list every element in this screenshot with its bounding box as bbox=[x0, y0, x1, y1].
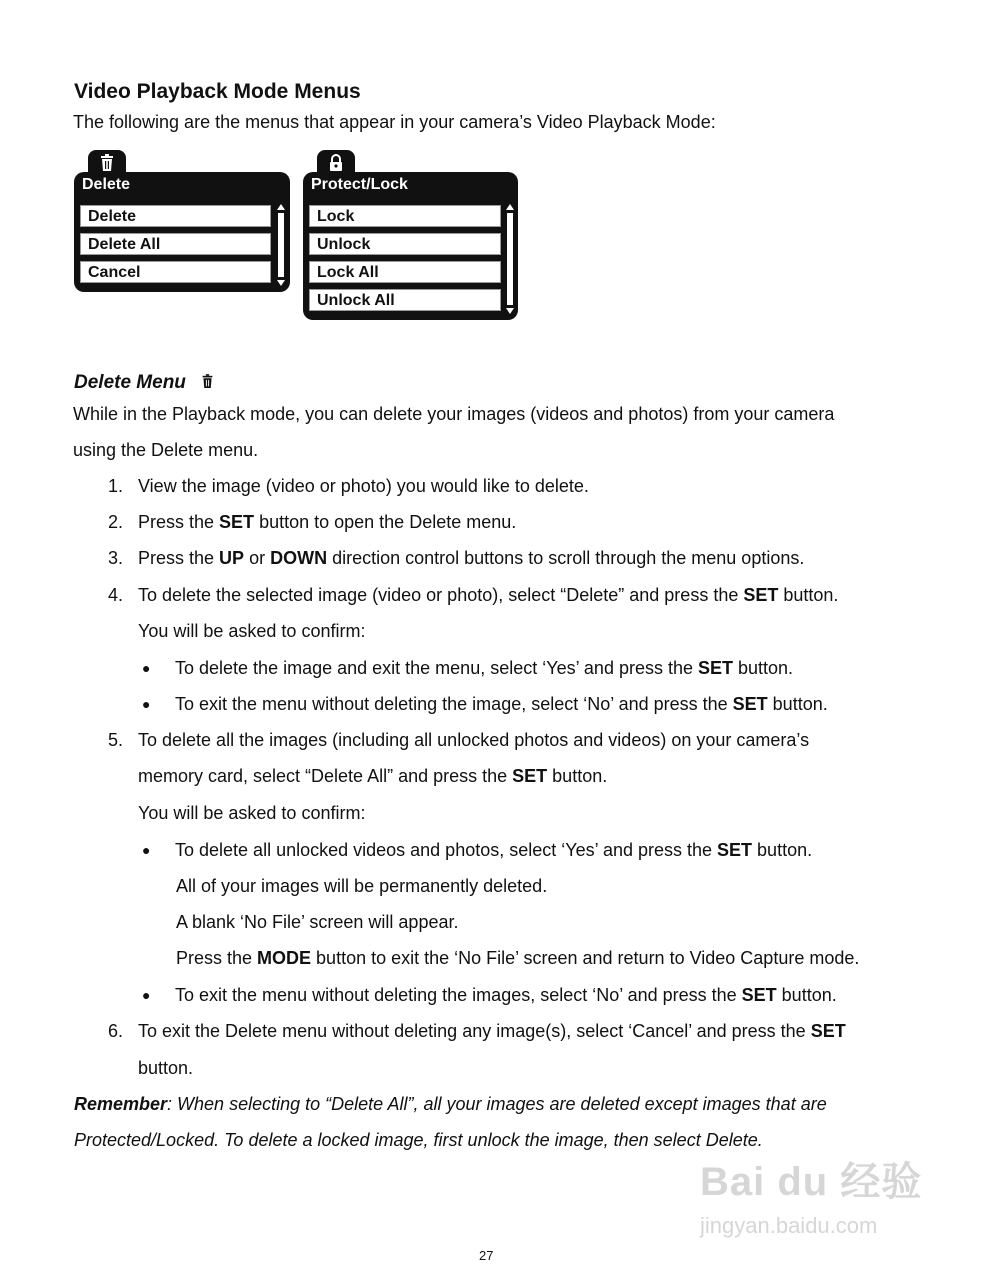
bullet-icon: ● bbox=[142, 660, 151, 676]
bullet-icon: ● bbox=[142, 842, 151, 858]
menu-item-delete: Delete bbox=[79, 204, 272, 228]
menu-header: Protect/Lock bbox=[311, 176, 408, 193]
step-number: 2. bbox=[108, 512, 124, 532]
bullet-text: Press the MODE button to exit the ‘No File’ screen and return to Video Capture mode. bbox=[176, 948, 860, 968]
step-number: 4. bbox=[108, 585, 124, 605]
step-text: memory card, select “Delete All” and press the SET button. bbox=[138, 766, 608, 786]
menu-header: Delete bbox=[82, 176, 131, 193]
remember-note-line2: Protected/Locked. To delete a locked image, first unlock the image, then select Delete. bbox=[74, 1130, 763, 1150]
trash-icon bbox=[201, 374, 214, 389]
page-number: 27 bbox=[479, 1248, 494, 1263]
step-text: To exit the Delete menu without deleting any image(s), select ‘Cancel’ and press the SET bbox=[138, 1021, 846, 1041]
step-text: To delete all the images (including all unlocked photos and videos) on your camera’s bbox=[138, 730, 810, 750]
menu-item-unlock-all: Unlock All bbox=[308, 288, 502, 312]
step-text: To delete the selected image (video or photo), select “Delete” and press the SET button. bbox=[138, 585, 839, 605]
remember-label: Remember bbox=[74, 1094, 168, 1114]
scroll-up-icon bbox=[277, 204, 285, 210]
bullet-text: To exit the menu without deleting the image, select ‘No’ and press the SET button. bbox=[175, 694, 828, 714]
scrollbar bbox=[277, 212, 285, 278]
delete-menu-heading bbox=[74, 372, 214, 394]
remember-note-line1: Remember: When selecting to “Delete All”, all your images are deleted except images that are bbox=[74, 1094, 827, 1114]
delete-intro-line1: While in the Playback mode, you can delete your images (videos and photos) from your camera bbox=[73, 404, 835, 424]
delete-intro-line2: using the Delete menu. bbox=[73, 440, 259, 460]
bullet-text: A blank ‘No File’ screen will appear. bbox=[176, 912, 459, 932]
scroll-down-icon bbox=[277, 280, 285, 286]
scrollbar bbox=[506, 212, 514, 306]
menu-item-unlock: Unlock bbox=[308, 232, 502, 256]
menu-item-delete-all: Delete All bbox=[79, 232, 272, 256]
step-text: You will be asked to confirm: bbox=[138, 803, 366, 823]
step-text: View the image (video or photo) you would like to delete. bbox=[138, 476, 589, 496]
watermark-url: jingyan.baidu.com bbox=[700, 1213, 878, 1238]
step-text: button. bbox=[138, 1058, 194, 1078]
bullet-icon: ● bbox=[142, 696, 151, 712]
step-number: 1. bbox=[108, 476, 124, 496]
watermark bbox=[700, 1150, 922, 1239]
watermark-logo: Bai du 经验 bbox=[700, 1160, 923, 1204]
delete-menu-frame bbox=[74, 172, 290, 292]
bullet-text: All of your images will be permanently deleted. bbox=[176, 876, 548, 896]
scroll-down-icon bbox=[506, 308, 514, 314]
bullet-text: To delete all unlocked videos and photos, select ‘Yes’ and press the SET button. bbox=[175, 840, 813, 860]
step-text: Press the UP or DOWN direction control buttons to scroll through the menu options. bbox=[138, 548, 805, 568]
scroll-up-icon bbox=[506, 204, 514, 210]
step-text: You will be asked to confirm: bbox=[138, 621, 366, 641]
bullet-icon: ● bbox=[142, 987, 151, 1003]
heading-text: Delete Menu bbox=[74, 372, 186, 393]
protect-menu-frame bbox=[303, 172, 518, 320]
menu-item-lock-all: Lock All bbox=[308, 260, 502, 284]
intro-text: The following are the menus that appear in your camera’s Video Playback Mode: bbox=[73, 112, 716, 132]
step-number: 5. bbox=[108, 730, 124, 750]
bullet-text: To delete the image and exit the menu, select ‘Yes’ and press the SET button. bbox=[175, 658, 794, 678]
bullet-text: To exit the menu without deleting the images, select ‘No’ and press the SET button. bbox=[175, 985, 837, 1005]
step-text: Press the SET button to open the Delete menu. bbox=[138, 512, 517, 532]
section-title: Video Playback Mode Menus bbox=[74, 80, 361, 103]
menu-item-cancel: Cancel bbox=[79, 260, 272, 284]
menu-item-lock: Lock bbox=[308, 204, 502, 228]
step-number: 3. bbox=[108, 548, 124, 568]
step-number: 6. bbox=[108, 1021, 124, 1041]
